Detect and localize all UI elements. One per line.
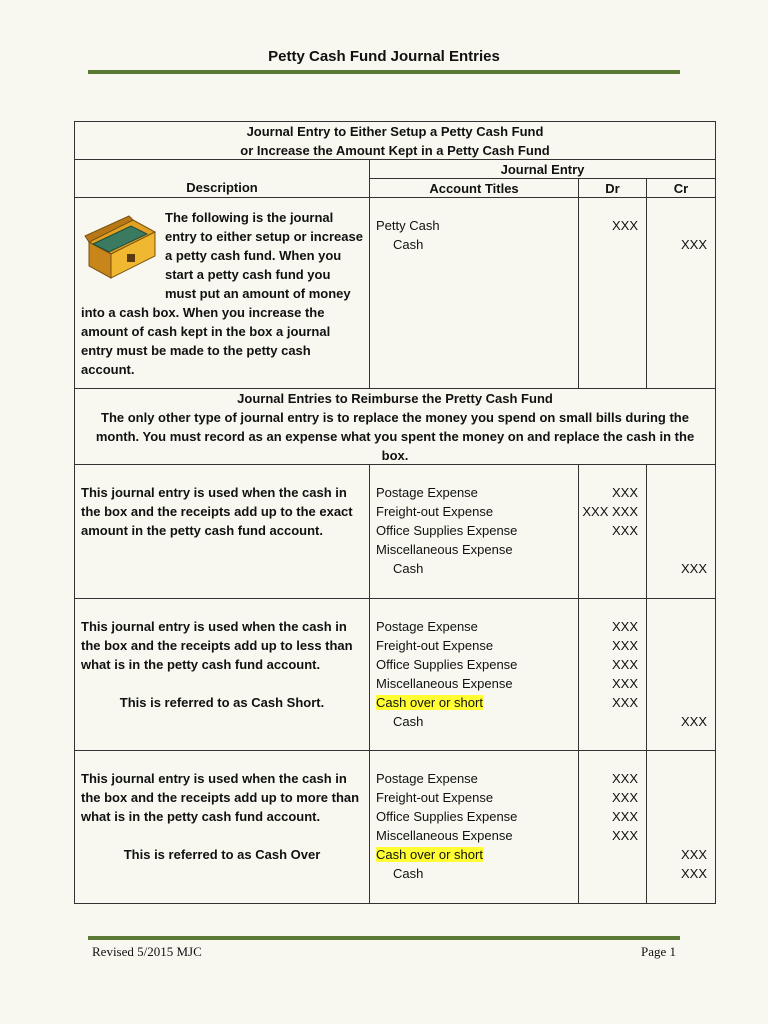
account-title: Freight-out Expense [376,790,494,805]
setup-entry-accounts [370,198,579,389]
account-title: Postage Expense [376,619,478,634]
account-title: Freight-out Expense [376,504,494,519]
section1-heading-line1: Journal Entry to Either Setup a Petty Cash Fund [246,124,544,139]
short-entry-description: This journal entry is used when the cash in the box and the receipts add up to less than what is in the petty cash fund account. [81,619,353,672]
over-entry-note: This is referred to as Cash Over [123,847,321,862]
dr-amount: XXX [611,523,638,538]
account-title: Cash [393,237,424,252]
cr-amount [647,636,715,655]
dr-amount: XXX XXX [582,504,638,519]
short-entry-cr [647,599,715,751]
dr-amount [579,559,646,578]
exact-entry-accounts [370,465,579,599]
dr-amount: XXX [611,657,638,672]
dr-amount: XXX [611,619,638,634]
col-dr-header: Dr [579,179,647,198]
exact-entry-cr [647,465,715,599]
col-journal-entry-header: Journal Entry [370,160,715,179]
cr-amount: XXX [680,714,707,729]
cr-amount [647,769,715,788]
cr-amount: XXX [680,237,707,252]
dr-amount [579,235,646,254]
cr-amount [647,540,715,559]
treasure-chest-icon [81,214,159,284]
account-title: Postage Expense [376,485,478,500]
section1-heading-line2: or Increase the Amount Kept in a Petty Cash Fund [240,143,550,158]
cr-amount: XXX [680,847,707,862]
account-title: Cash [393,714,424,729]
setup-entry-cr [647,198,715,389]
dr-amount: XXX [611,828,638,843]
footer-rule [88,936,680,940]
dr-amount [579,864,646,883]
col-cr-header: Cr [647,179,715,198]
account-title: Freight-out Expense [376,638,494,653]
short-entry-note: This is referred to as Cash Short. [119,695,325,710]
setup-entry-description: The following is the journal entry to either setup or increase a petty cash fund. When you start a petty cash fund you must put an amount of money into a cash box. When you increase the amount of cash kept in the box a journal entry must be made to the petty cash account. [81,210,363,377]
account-title: Cash [393,561,424,576]
over-entry-cr [647,751,715,903]
exact-entry-description: This journal entry is used when the cash in the box and the receipts add up to the exact amount in the petty cash fund account. [81,485,353,538]
revision-note: Revised 5/2015 MJC [92,944,202,959]
cr-amount [647,483,715,502]
dr-amount [579,540,646,559]
cr-amount [647,502,715,521]
setup-entry-description-cell [75,198,370,389]
short-entry-description-cell [75,599,370,751]
cr-amount [647,617,715,636]
exact-entry-dr [579,465,647,599]
account-title: Miscellaneous Expense [376,828,513,843]
journal-entries-table [74,121,716,904]
page-number: Page 1 [640,944,676,959]
over-entry-description-cell [75,751,370,903]
cash-over-short-highlight: Cash over or short [376,847,483,862]
dr-amount [579,845,646,864]
header-rule [88,70,680,74]
dr-amount: XXX [611,771,638,786]
account-title: Miscellaneous Expense [376,542,513,557]
section2-heading [75,389,715,465]
dr-amount: XXX [611,809,638,824]
over-entry-dr [579,751,647,903]
cr-amount [647,216,715,235]
dr-amount: XXX [611,638,638,653]
cr-amount: XXX [680,561,707,576]
section1-heading [75,122,715,160]
cr-amount: XXX [680,866,707,881]
account-title: Postage Expense [376,771,478,786]
dr-amount: XXX [611,695,638,710]
cr-amount [647,674,715,693]
over-entry-description: This journal entry is used when the cash in the box and the receipts add up to more than what is in the petty cash fund account. [81,771,360,824]
document-title: Petty Cash Fund Journal Entries [268,48,500,65]
dr-amount: XXX [611,218,638,233]
short-entry-accounts [370,599,579,751]
dr-amount: XXX [611,485,638,500]
dr-amount: XXX [611,676,638,691]
cr-amount [647,826,715,845]
cr-amount [647,521,715,540]
dr-amount [579,712,646,731]
short-entry-dr [579,599,647,751]
cr-amount [647,788,715,807]
section2-intro: The only other type of journal entry is to replace the money you spend on small bills during the month. You must record as an expense what you spent the money on and replace the cash in the box. [95,410,695,463]
cr-amount [647,655,715,674]
account-title: Petty Cash [376,218,440,233]
cash-over-short-highlight: Cash over or short [376,695,483,710]
account-title: Office Supplies Expense [376,809,518,824]
account-title: Cash [393,866,424,881]
account-title: Office Supplies Expense [376,657,518,672]
col-description-header: Description [75,160,370,198]
account-title: Office Supplies Expense [376,523,518,538]
setup-entry-dr [579,198,647,389]
section2-title: Journal Entries to Reimburse the Pretty Cash Fund [237,391,553,406]
col-account-titles-header: Account Titles [370,179,579,198]
dr-amount: XXX [611,790,638,805]
cr-amount [647,693,715,712]
exact-entry-description-cell [75,465,370,599]
cr-amount [647,807,715,826]
over-entry-accounts [370,751,579,903]
account-title: Miscellaneous Expense [376,676,513,691]
